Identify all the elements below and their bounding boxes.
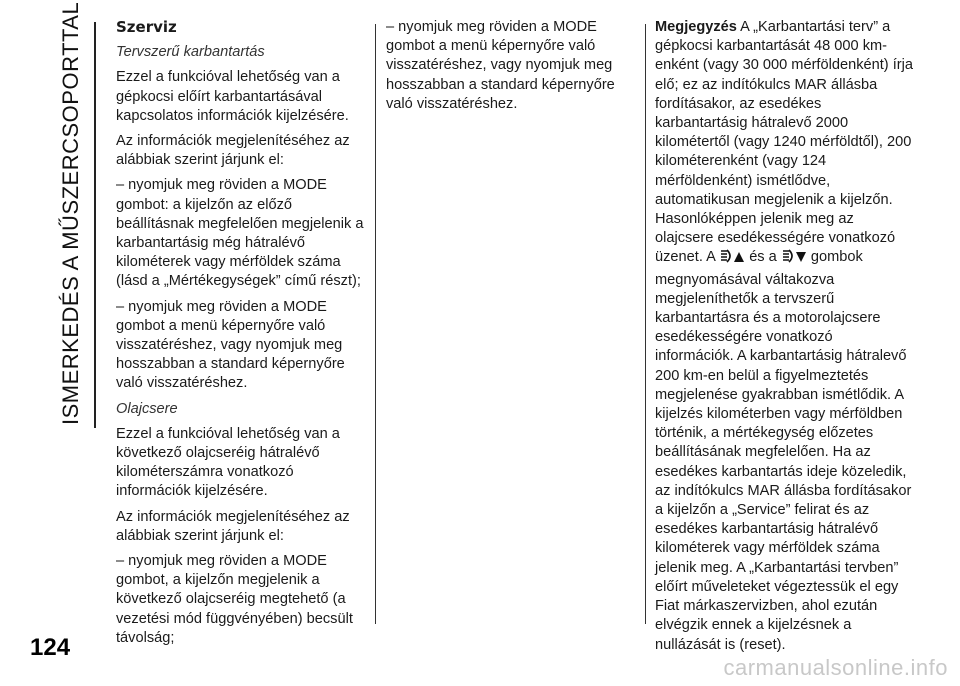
paragraph: – nyomjuk meg röviden a MODE gombot: a kijelzőn az előző beállításnak megfelelően megjelenik a karbantartásig még hátralévő kilométerek vagy mérföldek száma (lásd a „Mértékegységek” című részt); — [116, 177, 364, 290]
light-down-arrow-icon — [781, 248, 807, 270]
note-label: Megjegyzés — [655, 19, 737, 35]
note-and: és a — [749, 249, 777, 266]
chapter-title: ISMERKEDÉS A MŰSZERCSOPORTTAL — [58, 1, 83, 425]
column-divider — [375, 24, 376, 624]
column-3 — [655, 18, 915, 661]
page-number: 124 — [30, 634, 71, 661]
subheading: Tervszerű karbantartás — [116, 44, 265, 61]
light-up-arrow-icon — [719, 248, 745, 270]
column-2 — [386, 18, 636, 120]
column-divider — [645, 24, 646, 624]
paragraph: Ezzel a funkcióval lehetőség van a következő olajcseréig hátralévő kilométerszámra vonatkozó információk kijelzésére. — [116, 425, 340, 500]
paragraph: Az információk megjelenítéséhez az alábbiak szerint járjunk el: — [116, 508, 350, 544]
paragraph: – nyomjuk meg röviden a MODE gombot, a kijelzőn megjelenik a következő olajcseréig megtehető (a vezetési mód függvényében) becsült távolság; — [116, 553, 353, 646]
section-heading: Szerviz — [116, 18, 177, 36]
note-text-1: A „Karbantartási terv” a gépkocsi karbantartását 48 000 km-enként (vagy 30 000 mérföldenként) írja elő; ez az indítókulcs MAR állásba fordításakor, az esedékes karbantartásig hátralevő 2000 kilométertől (vagy 1240 mérföldtől), 200 kilométerenként (vagy 124 mérföldenként) ismétlődve, automatikusan megjelenik a kijelzőn. Hasonlóképpen jelenik meg az olajcsere esedékességére vonatkozó üzenet. A — [655, 19, 913, 266]
subheading: Olajcsere — [116, 400, 178, 417]
note-paragraph — [655, 18, 915, 655]
paragraph: Az információk megjelenítéséhez az alábbiak szerint járjunk el: — [116, 133, 350, 169]
note-text-2: gombok megnyomásával váltakozva megjeleníthetők a tervszerű karbantartásra és a motorolajcsere esedékességére vonatkozó információk. A karbantartásig hátralevő 200 km-en belül a figyelmeztetés megjelenése gyakrabban ismétlődik. A kijelzés kilométerben vagy mérföldben történik, a mértékegység előzetes beállításának megfelelően. Ha az esedékes karbantartás ideje közeledik, az indítókulcs MAR állásba fordításakor a kijelzőn a „Service” felirat és az esedékes karbantartásig hátralévő kilométerek vagy mérföldek száma jelenik meg. A „Karbantartási tervben” előírt műveleteket végeztessük el egy Fiat márkaszervizben, ahol ezután elvégzik ennek a kijelzésnek a nullázását is (reset). — [655, 249, 912, 653]
paragraph: – nyomjuk meg röviden a MODE gombot a menü képernyőre való visszatéréshez, vagy nyomjuk meg hosszabban a standard képernyőre való visszatéréshez. — [116, 298, 345, 392]
column-1 — [116, 18, 366, 654]
watermark: carmanualsonline.info — [723, 655, 948, 680]
paragraph: Ezzel a funkcióval lehetőség van a gépkocsi előírt karbantartásával kapcsolatos információk kijelzésére. — [116, 69, 349, 124]
paragraph: – nyomjuk meg röviden a MODE gombot a menü képernyőre való visszatéréshez, vagy nyomjuk meg hosszabban a standard képernyőre való visszatéréshez. — [386, 19, 615, 112]
